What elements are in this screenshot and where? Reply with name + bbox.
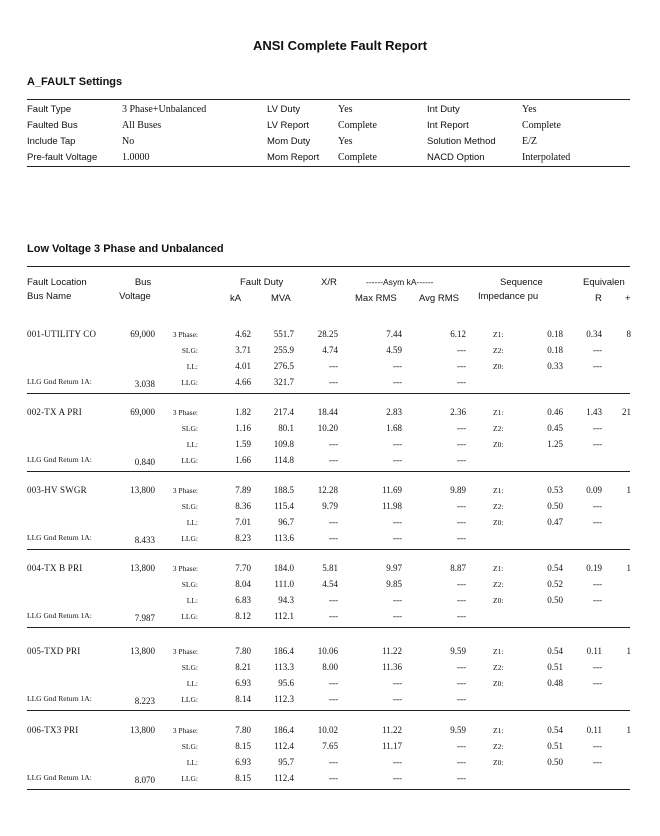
cell-max: --- bbox=[393, 439, 402, 449]
cell-avg: --- bbox=[457, 439, 466, 449]
cell-imp: 1.25 bbox=[547, 439, 563, 449]
cell-imp: 0.33 bbox=[547, 361, 563, 371]
bus-name: 002-TX A PRI bbox=[27, 407, 82, 417]
cell-ka: 7.89 bbox=[235, 485, 251, 495]
cell-ka: 4.01 bbox=[235, 361, 251, 371]
settings-label: LV Duty bbox=[267, 104, 301, 115]
cell-mva: 186.4 bbox=[273, 725, 294, 735]
cell-imp: 0.47 bbox=[547, 517, 563, 527]
group-divider bbox=[27, 549, 630, 550]
cell-seq: Z1: bbox=[493, 486, 504, 495]
cell-seq: Z1: bbox=[493, 564, 504, 573]
cell-ka: 6.93 bbox=[235, 757, 251, 767]
group-divider bbox=[27, 627, 630, 628]
cell-xr: 10.02 bbox=[317, 725, 338, 735]
cell-xr: 7.65 bbox=[322, 741, 338, 751]
bus-voltage: 13,800 bbox=[130, 646, 155, 656]
cell-avg: --- bbox=[457, 517, 466, 527]
bus-name: 003-HV SWGR bbox=[27, 485, 87, 495]
cell-ka: 8.36 bbox=[235, 501, 251, 511]
settings-label: Int Report bbox=[427, 120, 469, 131]
cell-type: 3 Phase: bbox=[172, 408, 198, 417]
settings-value: No bbox=[122, 136, 135, 147]
group-divider bbox=[27, 789, 630, 790]
cell-type: 3 Phase: bbox=[172, 726, 198, 735]
cell-imp: 0.51 bbox=[547, 741, 563, 751]
cell-avg: --- bbox=[457, 579, 466, 589]
cell-xr: 10.20 bbox=[317, 423, 338, 433]
hdr-max-rms: Max RMS bbox=[355, 293, 397, 304]
cell-ka: 1.66 bbox=[235, 455, 251, 465]
cell-type: SLG: bbox=[181, 502, 198, 511]
cell-type: 3 Phase: bbox=[172, 486, 198, 495]
cell-xr: --- bbox=[329, 361, 338, 371]
cell-type: LLG: bbox=[181, 612, 198, 621]
cell-seq: Z1: bbox=[493, 408, 504, 417]
cell-type: 3 Phase: bbox=[172, 564, 198, 573]
cell-r: --- bbox=[593, 662, 602, 672]
cell-seq: Z2: bbox=[493, 580, 504, 589]
cell-r: 0.34 bbox=[586, 329, 602, 339]
cell-max: --- bbox=[393, 678, 402, 688]
cell-x: 1 bbox=[626, 563, 631, 573]
settings-value: E/Z bbox=[522, 136, 537, 147]
settings-label: Mom Duty bbox=[267, 136, 311, 147]
bus-name: 006-TX3 PRI bbox=[27, 725, 79, 735]
cell-avg: --- bbox=[457, 741, 466, 751]
hdr-xr: X/R bbox=[321, 277, 337, 288]
settings-label: NACD Option bbox=[427, 152, 485, 163]
settings-label: Pre-fault Voltage bbox=[27, 152, 98, 163]
bus-name: 004-TX B PRI bbox=[27, 563, 83, 573]
cell-xr: 4.54 bbox=[322, 579, 338, 589]
cell-xr: 8.00 bbox=[322, 662, 338, 672]
cell-ka: 8.23 bbox=[235, 533, 251, 543]
cell-max: 7.44 bbox=[386, 329, 402, 339]
cell-xr: 9.79 bbox=[322, 501, 338, 511]
cell-max: 11.69 bbox=[382, 485, 402, 495]
cell-max: 11.22 bbox=[382, 725, 402, 735]
bus-voltage: 13,800 bbox=[130, 485, 155, 495]
cell-xr: --- bbox=[329, 455, 338, 465]
cell-seq: Z1: bbox=[493, 330, 504, 339]
cell-avg: --- bbox=[457, 345, 466, 355]
cell-xr: --- bbox=[329, 517, 338, 527]
bus-name: 001-UTILITY CO bbox=[27, 329, 97, 339]
cell-xr: 10.06 bbox=[317, 646, 338, 656]
cell-mva: 115.4 bbox=[274, 501, 294, 511]
cell-avg: --- bbox=[457, 757, 466, 767]
cell-max: --- bbox=[393, 595, 402, 605]
cell-ka: 3.71 bbox=[235, 345, 251, 355]
cell-imp: 0.50 bbox=[547, 595, 563, 605]
settings-label: Fault Type bbox=[27, 104, 72, 115]
cell-avg: --- bbox=[457, 662, 466, 672]
cell-xr: --- bbox=[329, 439, 338, 449]
llg-gnd-return-label: LLG Gnd Return 1A: bbox=[27, 773, 92, 782]
cell-r: 0.19 bbox=[586, 563, 602, 573]
cell-avg: --- bbox=[457, 611, 466, 621]
cell-avg: 6.12 bbox=[450, 329, 466, 339]
cell-xr: --- bbox=[329, 595, 338, 605]
cell-max: --- bbox=[393, 377, 402, 387]
bus-voltage: 13,800 bbox=[130, 725, 155, 735]
cell-r: --- bbox=[593, 361, 602, 371]
cell-mva: 112.4 bbox=[274, 741, 294, 751]
cell-mva: 95.7 bbox=[278, 757, 294, 767]
cell-avg: 9.59 bbox=[450, 725, 466, 735]
cell-mva: 112.1 bbox=[274, 611, 294, 621]
llg-gnd-return-value: 3.038 bbox=[134, 379, 155, 389]
hdr-sequence: Sequence bbox=[500, 277, 543, 288]
cell-mva: 184.0 bbox=[273, 563, 294, 573]
settings-value: Yes bbox=[338, 136, 353, 147]
cell-ka: 4.62 bbox=[235, 329, 251, 339]
cell-avg: --- bbox=[457, 361, 466, 371]
cell-xr: --- bbox=[329, 377, 338, 387]
cell-type: LLG: bbox=[181, 534, 198, 543]
cell-xr: --- bbox=[329, 694, 338, 704]
cell-x: 1 bbox=[626, 725, 631, 735]
cell-x: 1 bbox=[626, 646, 631, 656]
cell-xr: 12.28 bbox=[317, 485, 338, 495]
cell-avg: 8.87 bbox=[450, 563, 466, 573]
cell-mva: 95.6 bbox=[278, 678, 294, 688]
settings-title: A_FAULT Settings bbox=[27, 76, 123, 88]
cell-r: --- bbox=[593, 501, 602, 511]
cell-seq: Z0: bbox=[493, 679, 504, 688]
hdr-r: R bbox=[595, 293, 602, 304]
cell-imp: 0.18 bbox=[547, 329, 563, 339]
bus-voltage: 69,000 bbox=[130, 407, 155, 417]
settings-label: Int Duty bbox=[427, 104, 460, 115]
cell-r: --- bbox=[593, 439, 602, 449]
cell-max: --- bbox=[393, 455, 402, 465]
cell-avg: 9.59 bbox=[450, 646, 466, 656]
cell-ka: 7.70 bbox=[235, 563, 251, 573]
hdr-bus-name: Bus Name bbox=[27, 291, 72, 302]
cell-avg: --- bbox=[457, 455, 466, 465]
cell-max: 1.68 bbox=[386, 423, 402, 433]
cell-type: LL: bbox=[186, 679, 198, 688]
settings-value: Yes bbox=[338, 104, 353, 115]
cell-max: --- bbox=[393, 361, 402, 371]
cell-seq: Z2: bbox=[493, 424, 504, 433]
cell-avg: 9.89 bbox=[450, 485, 466, 495]
cell-imp: 0.48 bbox=[547, 678, 563, 688]
cell-xr: 18.44 bbox=[317, 407, 338, 417]
llg-gnd-return-value: 0.840 bbox=[134, 457, 155, 467]
llg-gnd-return-value: 7.987 bbox=[134, 613, 155, 623]
cell-imp: 0.54 bbox=[547, 646, 563, 656]
cell-type: LLG: bbox=[181, 695, 198, 704]
cell-xr: --- bbox=[329, 611, 338, 621]
cell-max: 11.36 bbox=[382, 662, 402, 672]
group-divider bbox=[27, 710, 630, 711]
cell-max: --- bbox=[393, 773, 402, 783]
settings-value: 1.0000 bbox=[122, 152, 150, 163]
cell-mva: 321.7 bbox=[273, 377, 294, 387]
cell-seq: Z1: bbox=[493, 647, 504, 656]
cell-r: 0.11 bbox=[586, 646, 602, 656]
group-divider bbox=[27, 393, 630, 394]
cell-type: SLG: bbox=[181, 742, 198, 751]
llg-gnd-return-label: LLG Gnd Return 1A: bbox=[27, 455, 92, 464]
cell-avg: 2.36 bbox=[450, 407, 466, 417]
cell-type: 3 Phase: bbox=[172, 330, 198, 339]
settings-value: 3 Phase+Unbalanced bbox=[122, 104, 207, 115]
cell-r: --- bbox=[593, 423, 602, 433]
cell-type: SLG: bbox=[181, 663, 198, 672]
cell-r: --- bbox=[593, 741, 602, 751]
cell-x: 21 bbox=[622, 407, 631, 417]
cell-type: SLG: bbox=[181, 346, 198, 355]
bus-name: 005-TXD PRI bbox=[27, 646, 81, 656]
cell-mva: 94.3 bbox=[278, 595, 294, 605]
cell-mva: 188.5 bbox=[273, 485, 294, 495]
hdr-asym: ------Asym kA------ bbox=[366, 277, 434, 287]
settings-value: Interpolated bbox=[522, 152, 571, 163]
bus-voltage: 13,800 bbox=[130, 563, 155, 573]
cell-mva: 112.4 bbox=[274, 773, 294, 783]
cell-max: 11.22 bbox=[382, 646, 402, 656]
cell-max: --- bbox=[393, 694, 402, 704]
cell-max: --- bbox=[393, 517, 402, 527]
cell-mva: 111.0 bbox=[274, 579, 294, 589]
cell-avg: --- bbox=[457, 533, 466, 543]
cell-mva: 276.5 bbox=[273, 361, 294, 371]
cell-ka: 1.16 bbox=[235, 423, 251, 433]
cell-imp: 0.54 bbox=[547, 563, 563, 573]
cell-avg: --- bbox=[457, 377, 466, 387]
llg-gnd-return-value: 8.070 bbox=[134, 775, 155, 785]
cell-imp: 0.54 bbox=[547, 725, 563, 735]
cell-mva: 113.6 bbox=[274, 533, 294, 543]
cell-max: 11.98 bbox=[382, 501, 402, 511]
settings-label: Mom Report bbox=[267, 152, 320, 163]
llg-gnd-return-label: LLG Gnd Return 1A: bbox=[27, 611, 92, 620]
settings-label: Include Tap bbox=[27, 136, 76, 147]
cell-type: LLG: bbox=[181, 378, 198, 387]
hdr-equivalent: Equivalen bbox=[583, 277, 625, 288]
settings-label: LV Report bbox=[267, 120, 310, 131]
lv-section-title: Low Voltage 3 Phase and Unbalanced bbox=[27, 243, 224, 255]
cell-ka: 8.12 bbox=[235, 611, 251, 621]
cell-imp: 0.51 bbox=[547, 662, 563, 672]
cell-type: SLG: bbox=[181, 424, 198, 433]
cell-imp: 0.18 bbox=[547, 345, 563, 355]
cell-x: 1 bbox=[626, 485, 631, 495]
cell-max: 9.85 bbox=[386, 579, 402, 589]
settings-value: All Buses bbox=[122, 120, 162, 131]
cell-max: 9.97 bbox=[386, 563, 402, 573]
hdr-bus: Bus bbox=[134, 277, 152, 288]
report-title: ANSI Complete Fault Report bbox=[252, 38, 428, 53]
cell-type: LLG: bbox=[181, 456, 198, 465]
cell-ka: 8.04 bbox=[235, 579, 251, 589]
cell-seq: Z2: bbox=[493, 663, 504, 672]
cell-r: --- bbox=[593, 579, 602, 589]
llg-gnd-return-value: 8.223 bbox=[134, 696, 155, 706]
cell-avg: --- bbox=[457, 423, 466, 433]
cell-r: --- bbox=[593, 517, 602, 527]
cell-mva: 255.9 bbox=[273, 345, 294, 355]
hdr-avg-rms: Avg RMS bbox=[419, 293, 459, 304]
group-divider bbox=[27, 471, 630, 472]
cell-r: --- bbox=[593, 345, 602, 355]
cell-mva: 109.8 bbox=[273, 439, 294, 449]
cell-xr: --- bbox=[329, 773, 338, 783]
cell-type: LL: bbox=[186, 758, 198, 767]
settings-label: Solution Method bbox=[427, 136, 496, 147]
llg-gnd-return-value: 8.433 bbox=[134, 535, 155, 545]
cell-mva: 80.1 bbox=[278, 423, 294, 433]
cell-mva: 113.3 bbox=[274, 662, 294, 672]
cell-xr: --- bbox=[329, 533, 338, 543]
cell-xr: --- bbox=[329, 757, 338, 767]
cell-seq: Z2: bbox=[493, 346, 504, 355]
cell-type: LL: bbox=[186, 596, 198, 605]
cell-avg: --- bbox=[457, 501, 466, 511]
cell-r: 1.43 bbox=[586, 407, 602, 417]
cell-imp: 0.46 bbox=[547, 407, 563, 417]
cell-mva: 96.7 bbox=[278, 517, 294, 527]
cell-ka: 6.83 bbox=[235, 595, 251, 605]
cell-xr: 5.81 bbox=[322, 563, 338, 573]
cell-seq: Z0: bbox=[493, 440, 504, 449]
cell-mva: 186.4 bbox=[273, 646, 294, 656]
cell-type: LLG: bbox=[181, 774, 198, 783]
cell-ka: 8.15 bbox=[235, 773, 251, 783]
cell-seq: Z0: bbox=[493, 596, 504, 605]
cell-ka: 7.80 bbox=[235, 646, 251, 656]
cell-seq: Z2: bbox=[493, 742, 504, 751]
cell-type: LL: bbox=[186, 440, 198, 449]
cell-ka: 6.93 bbox=[235, 678, 251, 688]
hdr-fault-duty: Fault Duty bbox=[240, 277, 284, 288]
cell-xr: 28.25 bbox=[317, 329, 338, 339]
cell-ka: 4.66 bbox=[235, 377, 251, 387]
cell-avg: --- bbox=[457, 694, 466, 704]
hdr-mva: MVA bbox=[271, 293, 291, 304]
lv-top-rule bbox=[27, 266, 630, 267]
cell-mva: 112.3 bbox=[274, 694, 294, 704]
llg-gnd-return-label: LLG Gnd Return 1A: bbox=[27, 377, 92, 386]
cell-xr: 4.74 bbox=[322, 345, 338, 355]
cell-ka: 7.01 bbox=[235, 517, 251, 527]
cell-xr: --- bbox=[329, 678, 338, 688]
cell-imp: 0.52 bbox=[547, 579, 563, 589]
cell-max: --- bbox=[393, 611, 402, 621]
cell-seq: Z0: bbox=[493, 362, 504, 371]
cell-seq: Z2: bbox=[493, 502, 504, 511]
hdr-voltage: Voltage bbox=[119, 291, 151, 302]
hdr-plus: + bbox=[625, 293, 631, 304]
cell-type: SLG: bbox=[181, 580, 198, 589]
cell-max: --- bbox=[393, 757, 402, 767]
cell-max: 11.17 bbox=[382, 741, 402, 751]
cell-r: --- bbox=[593, 595, 602, 605]
hdr-impedance: Impedance pu bbox=[478, 291, 539, 302]
cell-ka: 8.15 bbox=[235, 741, 251, 751]
hdr-fault-location: Fault Location bbox=[27, 277, 87, 288]
cell-avg: --- bbox=[457, 678, 466, 688]
cell-ka: 1.59 bbox=[235, 439, 251, 449]
cell-r: 0.11 bbox=[586, 725, 602, 735]
cell-type: LL: bbox=[186, 518, 198, 527]
cell-type: 3 Phase: bbox=[172, 647, 198, 656]
hdr-ka: kA bbox=[230, 293, 242, 304]
cell-imp: 0.50 bbox=[547, 501, 563, 511]
cell-ka: 8.14 bbox=[235, 694, 251, 704]
cell-max: 2.83 bbox=[386, 407, 402, 417]
cell-imp: 0.50 bbox=[547, 757, 563, 767]
llg-gnd-return-label: LLG Gnd Return 1A: bbox=[27, 533, 92, 542]
settings-value: Complete bbox=[338, 120, 377, 131]
cell-r: --- bbox=[593, 678, 602, 688]
cell-seq: Z0: bbox=[493, 518, 504, 527]
settings-value: Yes bbox=[522, 104, 537, 115]
cell-imp: 0.45 bbox=[547, 423, 563, 433]
cell-seq: Z1: bbox=[493, 726, 504, 735]
settings-label: Faulted Bus bbox=[27, 120, 78, 131]
cell-mva: 217.4 bbox=[273, 407, 294, 417]
llg-gnd-return-label: LLG Gnd Return 1A: bbox=[27, 694, 92, 703]
cell-ka: 7.80 bbox=[235, 725, 251, 735]
cell-r: 0.09 bbox=[586, 485, 602, 495]
cell-ka: 1.82 bbox=[235, 407, 251, 417]
cell-mva: 551.7 bbox=[273, 329, 294, 339]
cell-type: LL: bbox=[186, 362, 198, 371]
settings-value: Complete bbox=[338, 152, 377, 163]
cell-seq: Z0: bbox=[493, 758, 504, 767]
cell-r: --- bbox=[593, 757, 602, 767]
settings-value: Complete bbox=[522, 120, 561, 131]
cell-avg: --- bbox=[457, 773, 466, 783]
settings-top-rule bbox=[27, 99, 630, 100]
cell-mva: 114.8 bbox=[274, 455, 294, 465]
cell-avg: --- bbox=[457, 595, 466, 605]
cell-max: 4.59 bbox=[386, 345, 402, 355]
cell-ka: 8.21 bbox=[235, 662, 251, 672]
settings-bottom-rule bbox=[27, 166, 630, 167]
cell-x: 8 bbox=[626, 329, 631, 339]
cell-imp: 0.53 bbox=[547, 485, 563, 495]
cell-max: --- bbox=[393, 533, 402, 543]
bus-voltage: 69,000 bbox=[130, 329, 155, 339]
